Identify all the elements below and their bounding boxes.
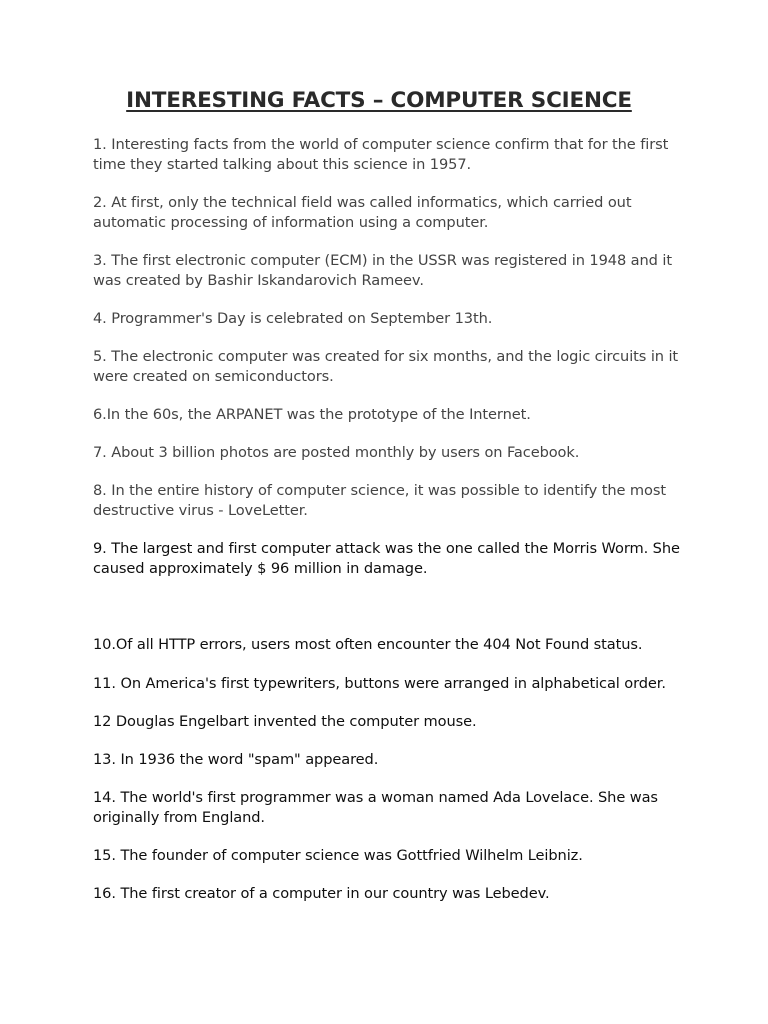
fact-item-2: 2. At first, only the technical field was called informatics, which carried out automatic processing of information using a computer. xyxy=(93,194,632,231)
fact-item-1: 1. Interesting facts from the world of computer science confirm that for the first time they started talking about this science in 1957. xyxy=(93,136,669,173)
fact-item-9: 9. The largest and first computer attack was the one called the Morris Worm. She caused approximately $ 96 million in damage. xyxy=(93,540,680,577)
fact-item-3: 3. The first electronic computer (ECM) in the USSR was registered in 1948 and it was created by Bashir Iskandarovich Rameev. xyxy=(93,252,672,289)
fact-item-14: 14. The world's first programmer was a woman named Ada Lovelace. She was originally from England. xyxy=(93,789,658,826)
fact-item-16: 16. The first creator of a computer in our country was Lebedev. xyxy=(93,885,550,902)
fact-item-15: 15. The founder of computer science was Gottfried Wilhelm Leibniz. xyxy=(93,847,583,864)
fact-item-11: 11. On America's first typewriters, buttons were arranged in alphabetical order. xyxy=(93,675,666,692)
fact-item-6: 6.In the 60s, the ARPANET was the prototype of the Internet. xyxy=(93,406,531,423)
fact-item-10: 10.Of all HTTP errors, users most often encounter the 404 Not Found status. xyxy=(93,636,643,653)
fact-item-13: 13. In 1936 the word "spam" appeared. xyxy=(93,751,379,768)
fact-item-7: 7. About 3 billion photos are posted monthly by users on Facebook. xyxy=(93,444,580,461)
fact-item-5: 5. The electronic computer was created for six months, and the logic circuits in it were created on semiconductors. xyxy=(93,348,679,385)
document-title: INTERESTING FACTS – COMPUTER SCIENCE xyxy=(126,88,632,113)
fact-item-12: 12 Douglas Engelbart invented the computer mouse. xyxy=(93,713,477,730)
fact-item-4: 4. Programmer's Day is celebrated on September 13th. xyxy=(93,310,493,327)
fact-item-8: 8. In the entire history of computer science, it was possible to identify the most destructive virus - LoveLetter. xyxy=(93,482,666,519)
